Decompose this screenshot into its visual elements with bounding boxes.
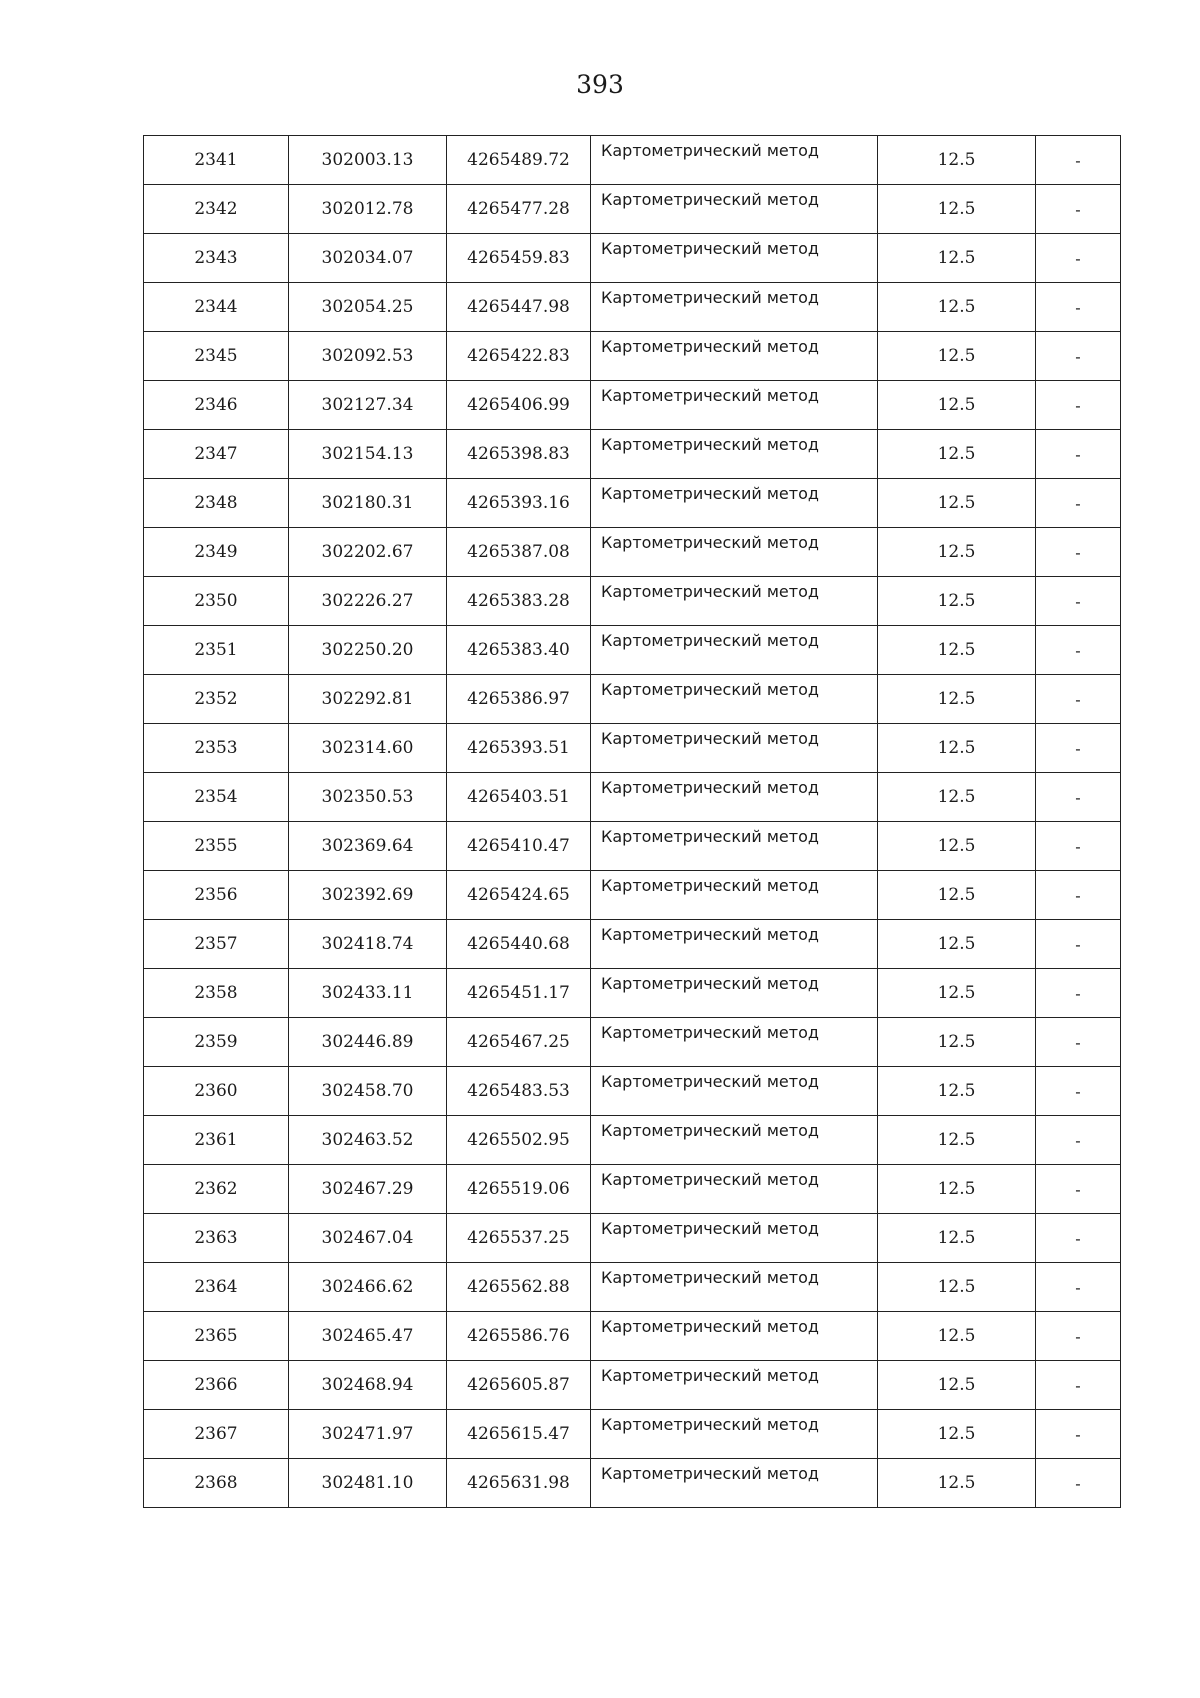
y-coordinate-cell: 4265398.83 [447,430,591,479]
y-coordinate-cell: 4265477.28 [447,185,591,234]
y-coordinate-cell: 4265440.68 [447,920,591,969]
point-number-cell: 2355 [144,822,289,871]
point-number-cell: 2357 [144,920,289,969]
y-coordinate-cell: 4265451.17 [447,969,591,1018]
x-coordinate-cell: 302202.67 [289,528,447,577]
note-cell: - [1036,283,1121,332]
accuracy-cell: 12.5 [878,773,1036,822]
point-number-cell: 2356 [144,871,289,920]
x-coordinate-cell: 302127.34 [289,381,447,430]
table-row [144,1410,1121,1459]
accuracy-cell: 12.5 [878,969,1036,1018]
y-coordinate-cell: 4265383.28 [447,577,591,626]
method-cell: Картометрический метод [591,1263,878,1312]
x-coordinate-cell: 302012.78 [289,185,447,234]
x-coordinate-cell: 302180.31 [289,479,447,528]
point-number-cell: 2352 [144,675,289,724]
point-number-cell: 2368 [144,1459,289,1508]
note-cell: - [1036,528,1121,577]
table-row [144,1361,1121,1410]
point-number-cell: 2365 [144,1312,289,1361]
note-cell: - [1036,1116,1121,1165]
table-row [144,1116,1121,1165]
accuracy-cell: 12.5 [878,626,1036,675]
x-coordinate-cell: 302034.07 [289,234,447,283]
y-coordinate-cell: 4265615.47 [447,1410,591,1459]
y-coordinate-cell: 4265422.83 [447,332,591,381]
point-number-cell: 2347 [144,430,289,479]
x-coordinate-cell: 302433.11 [289,969,447,1018]
x-coordinate-cell: 302054.25 [289,283,447,332]
note-cell: - [1036,675,1121,724]
table-row [144,479,1121,528]
accuracy-cell: 12.5 [878,528,1036,577]
table-row [144,626,1121,675]
point-number-cell: 2362 [144,1165,289,1214]
point-number-cell: 2343 [144,234,289,283]
y-coordinate-cell: 4265383.40 [447,626,591,675]
y-coordinate-cell: 4265586.76 [447,1312,591,1361]
point-number-cell: 2359 [144,1018,289,1067]
accuracy-cell: 12.5 [878,1459,1036,1508]
accuracy-cell: 12.5 [878,920,1036,969]
note-cell: - [1036,430,1121,479]
table-row [144,234,1121,283]
note-cell: - [1036,1312,1121,1361]
table-row [144,381,1121,430]
note-cell: - [1036,822,1121,871]
note-cell: - [1036,381,1121,430]
x-coordinate-cell: 302446.89 [289,1018,447,1067]
x-coordinate-cell: 302467.04 [289,1214,447,1263]
method-cell: Картометрический метод [591,1410,878,1459]
y-coordinate-cell: 4265406.99 [447,381,591,430]
table-row [144,283,1121,332]
method-cell: Картометрический метод [591,1067,878,1116]
method-cell: Картометрический метод [591,1116,878,1165]
note-cell: - [1036,1410,1121,1459]
note-cell: - [1036,1018,1121,1067]
note-cell: - [1036,479,1121,528]
point-number-cell: 2345 [144,332,289,381]
x-coordinate-cell: 302466.62 [289,1263,447,1312]
method-cell: Картометрический метод [591,136,878,185]
point-number-cell: 2350 [144,577,289,626]
x-coordinate-cell: 302003.13 [289,136,447,185]
y-coordinate-cell: 4265447.98 [447,283,591,332]
accuracy-cell: 12.5 [878,430,1036,479]
accuracy-cell: 12.5 [878,1067,1036,1116]
note-cell: - [1036,1361,1121,1410]
coordinates-table [143,135,1121,1508]
x-coordinate-cell: 302350.53 [289,773,447,822]
table-row [144,920,1121,969]
note-cell: - [1036,1214,1121,1263]
method-cell: Картометрический метод [591,234,878,283]
point-number-cell: 2363 [144,1214,289,1263]
accuracy-cell: 12.5 [878,234,1036,283]
table-row [144,1165,1121,1214]
table-row [144,675,1121,724]
note-cell: - [1036,136,1121,185]
x-coordinate-cell: 302292.81 [289,675,447,724]
y-coordinate-cell: 4265387.08 [447,528,591,577]
y-coordinate-cell: 4265562.88 [447,1263,591,1312]
x-coordinate-cell: 302471.97 [289,1410,447,1459]
accuracy-cell: 12.5 [878,136,1036,185]
point-number-cell: 2364 [144,1263,289,1312]
x-coordinate-cell: 302226.27 [289,577,447,626]
y-coordinate-cell: 4265631.98 [447,1459,591,1508]
point-number-cell: 2353 [144,724,289,773]
x-coordinate-cell: 302468.94 [289,1361,447,1410]
note-cell: - [1036,234,1121,283]
x-coordinate-cell: 302092.53 [289,332,447,381]
table-row [144,1214,1121,1263]
table-row [144,1459,1121,1508]
note-cell: - [1036,1165,1121,1214]
method-cell: Картометрический метод [591,1312,878,1361]
accuracy-cell: 12.5 [878,1214,1036,1263]
y-coordinate-cell: 4265386.97 [447,675,591,724]
y-coordinate-cell: 4265467.25 [447,1018,591,1067]
x-coordinate-cell: 302392.69 [289,871,447,920]
method-cell: Картометрический метод [591,920,878,969]
point-number-cell: 2366 [144,1361,289,1410]
note-cell: - [1036,969,1121,1018]
point-number-cell: 2354 [144,773,289,822]
y-coordinate-cell: 4265502.95 [447,1116,591,1165]
point-number-cell: 2346 [144,381,289,430]
accuracy-cell: 12.5 [878,871,1036,920]
accuracy-cell: 12.5 [878,1361,1036,1410]
x-coordinate-cell: 302314.60 [289,724,447,773]
method-cell: Картометрический метод [591,871,878,920]
table-row [144,724,1121,773]
note-cell: - [1036,773,1121,822]
table-row [144,1018,1121,1067]
y-coordinate-cell: 4265489.72 [447,136,591,185]
point-number-cell: 2348 [144,479,289,528]
table-row [144,871,1121,920]
method-cell: Картометрический метод [591,1361,878,1410]
y-coordinate-cell: 4265393.16 [447,479,591,528]
x-coordinate-cell: 302418.74 [289,920,447,969]
point-number-cell: 2344 [144,283,289,332]
table-row [144,1312,1121,1361]
x-coordinate-cell: 302463.52 [289,1116,447,1165]
accuracy-cell: 12.5 [878,675,1036,724]
accuracy-cell: 12.5 [878,381,1036,430]
note-cell: - [1036,1459,1121,1508]
method-cell: Картометрический метод [591,822,878,871]
method-cell: Картометрический метод [591,724,878,773]
table-row [144,185,1121,234]
accuracy-cell: 12.5 [878,1018,1036,1067]
accuracy-cell: 12.5 [878,479,1036,528]
table-row [144,773,1121,822]
accuracy-cell: 12.5 [878,1165,1036,1214]
table-row [144,822,1121,871]
y-coordinate-cell: 4265519.06 [447,1165,591,1214]
method-cell: Картометрический метод [591,283,878,332]
table-row [144,577,1121,626]
note-cell: - [1036,626,1121,675]
x-coordinate-cell: 302250.20 [289,626,447,675]
method-cell: Картометрический метод [591,626,878,675]
accuracy-cell: 12.5 [878,283,1036,332]
y-coordinate-cell: 4265424.65 [447,871,591,920]
x-coordinate-cell: 302154.13 [289,430,447,479]
table-row [144,430,1121,479]
note-cell: - [1036,724,1121,773]
point-number-cell: 2342 [144,185,289,234]
point-number-cell: 2351 [144,626,289,675]
method-cell: Картометрический метод [591,430,878,479]
note-cell: - [1036,1067,1121,1116]
y-coordinate-cell: 4265393.51 [447,724,591,773]
coordinates-table-body [144,136,1121,1508]
x-coordinate-cell: 302481.10 [289,1459,447,1508]
accuracy-cell: 12.5 [878,822,1036,871]
table-row [144,332,1121,381]
note-cell: - [1036,920,1121,969]
note-cell: - [1036,577,1121,626]
accuracy-cell: 12.5 [878,1116,1036,1165]
x-coordinate-cell: 302467.29 [289,1165,447,1214]
method-cell: Картометрический метод [591,479,878,528]
note-cell: - [1036,871,1121,920]
accuracy-cell: 12.5 [878,332,1036,381]
accuracy-cell: 12.5 [878,1410,1036,1459]
method-cell: Картометрический метод [591,1018,878,1067]
table-row [144,528,1121,577]
table-row [144,1067,1121,1116]
method-cell: Картометрический метод [591,1165,878,1214]
point-number-cell: 2349 [144,528,289,577]
y-coordinate-cell: 4265483.53 [447,1067,591,1116]
x-coordinate-cell: 302465.47 [289,1312,447,1361]
note-cell: - [1036,1263,1121,1312]
table-row [144,1263,1121,1312]
method-cell: Картометрический метод [591,528,878,577]
method-cell: Картометрический метод [591,381,878,430]
page-number: 393 [576,70,624,99]
y-coordinate-cell: 4265403.51 [447,773,591,822]
x-coordinate-cell: 302369.64 [289,822,447,871]
y-coordinate-cell: 4265537.25 [447,1214,591,1263]
method-cell: Картометрический метод [591,1214,878,1263]
method-cell: Картометрический метод [591,185,878,234]
accuracy-cell: 12.5 [878,185,1036,234]
accuracy-cell: 12.5 [878,1263,1036,1312]
point-number-cell: 2361 [144,1116,289,1165]
point-number-cell: 2367 [144,1410,289,1459]
method-cell: Картометрический метод [591,773,878,822]
accuracy-cell: 12.5 [878,1312,1036,1361]
method-cell: Картометрический метод [591,577,878,626]
method-cell: Картометрический метод [591,1459,878,1508]
note-cell: - [1036,185,1121,234]
point-number-cell: 2358 [144,969,289,1018]
method-cell: Картометрический метод [591,332,878,381]
y-coordinate-cell: 4265459.83 [447,234,591,283]
table-row [144,136,1121,185]
y-coordinate-cell: 4265605.87 [447,1361,591,1410]
x-coordinate-cell: 302458.70 [289,1067,447,1116]
method-cell: Картометрический метод [591,969,878,1018]
table-row [144,969,1121,1018]
accuracy-cell: 12.5 [878,577,1036,626]
note-cell: - [1036,332,1121,381]
point-number-cell: 2360 [144,1067,289,1116]
accuracy-cell: 12.5 [878,724,1036,773]
method-cell: Картометрический метод [591,675,878,724]
y-coordinate-cell: 4265410.47 [447,822,591,871]
point-number-cell: 2341 [144,136,289,185]
